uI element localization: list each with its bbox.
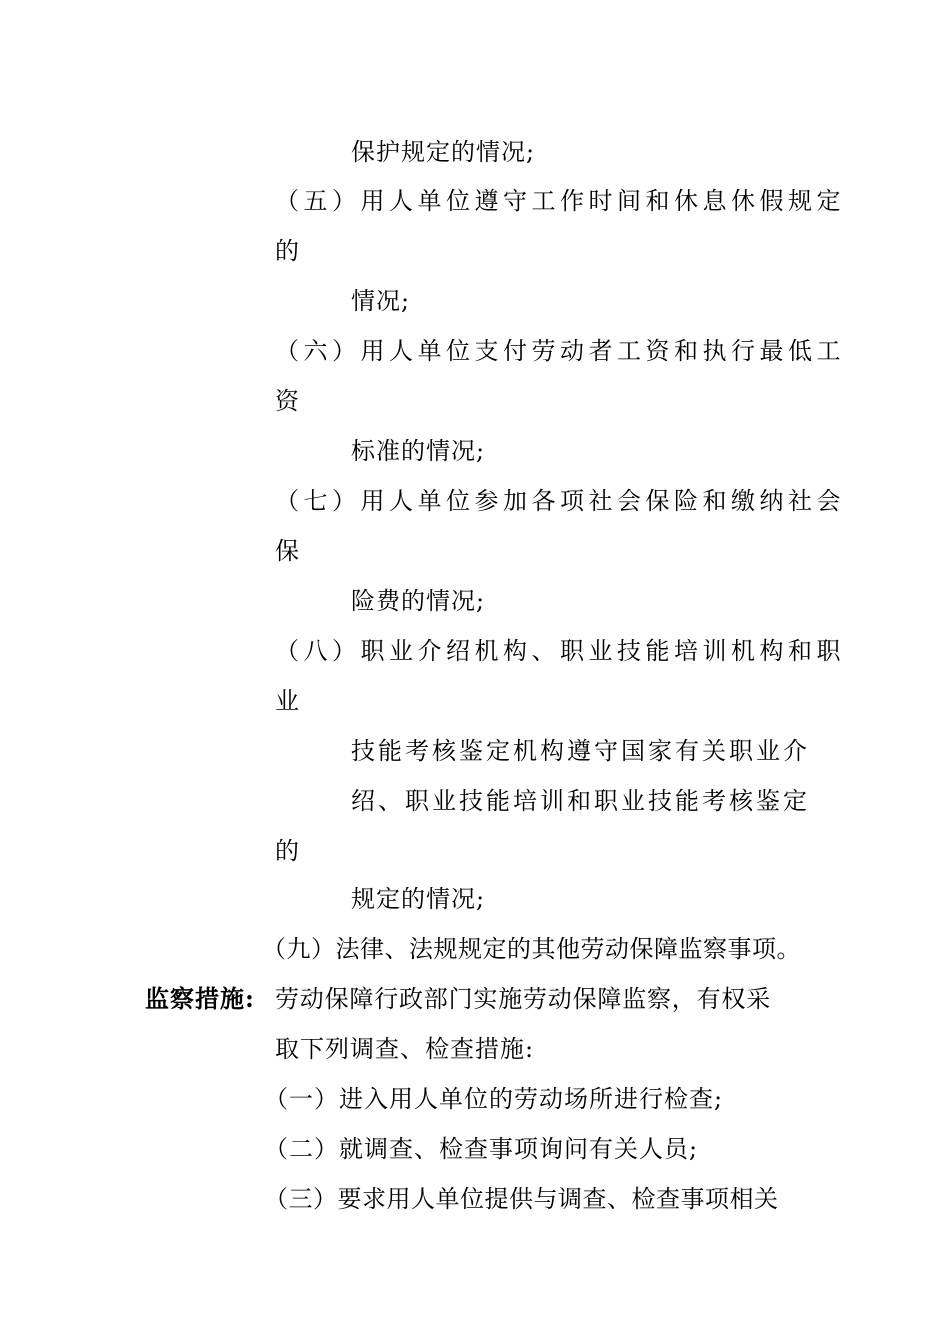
text-line: 保 (275, 537, 300, 565)
text-line: 情况; (351, 287, 411, 315)
text-line: 的 (275, 237, 300, 265)
text-line: 规定的情况; (351, 885, 486, 913)
list-item-6: （六）用人单位支付劳动者工资和执行最低工 (275, 337, 845, 365)
section-intro: 劳动保障行政部门实施劳动保障监察，有权采 (275, 985, 771, 1013)
measure-item-3: （三）要求用人单位提供与调查、检查事项相关 (264, 1185, 779, 1213)
measure-item-2: （二）就调查、检查事项询问有关人员; (264, 1135, 699, 1163)
text-line: 标准的情况; (351, 437, 486, 465)
list-item-9: （九）法律、法规规定的其他劳动保障监察事项。 (262, 935, 801, 963)
text-line: 保护规定的情况; (351, 138, 536, 166)
text-line: 资 (275, 387, 300, 415)
list-item-5: （五）用人单位遵守工作时间和休息休假规定 (275, 187, 845, 215)
text-line: 业 (275, 687, 300, 715)
text-line: 险费的情况; (351, 587, 486, 615)
section-intro: 取下列调查、检查措施: (275, 1035, 535, 1063)
text-line: 的 (275, 837, 300, 865)
list-item-8: （八）职业介绍机构、职业技能培训机构和职 (275, 637, 845, 665)
text-line: 技能考核鉴定机构遵守国家有关职业介 (351, 737, 810, 765)
measure-item-1: （一）进入用人单位的劳动场所进行检查; (264, 1085, 724, 1113)
section-label: 监察措施: (145, 984, 255, 1013)
text-line: 绍、职业技能培训和职业技能考核鉴定 (351, 787, 810, 815)
list-item-7: （七）用人单位参加各项社会保险和缴纳社会 (275, 487, 845, 515)
